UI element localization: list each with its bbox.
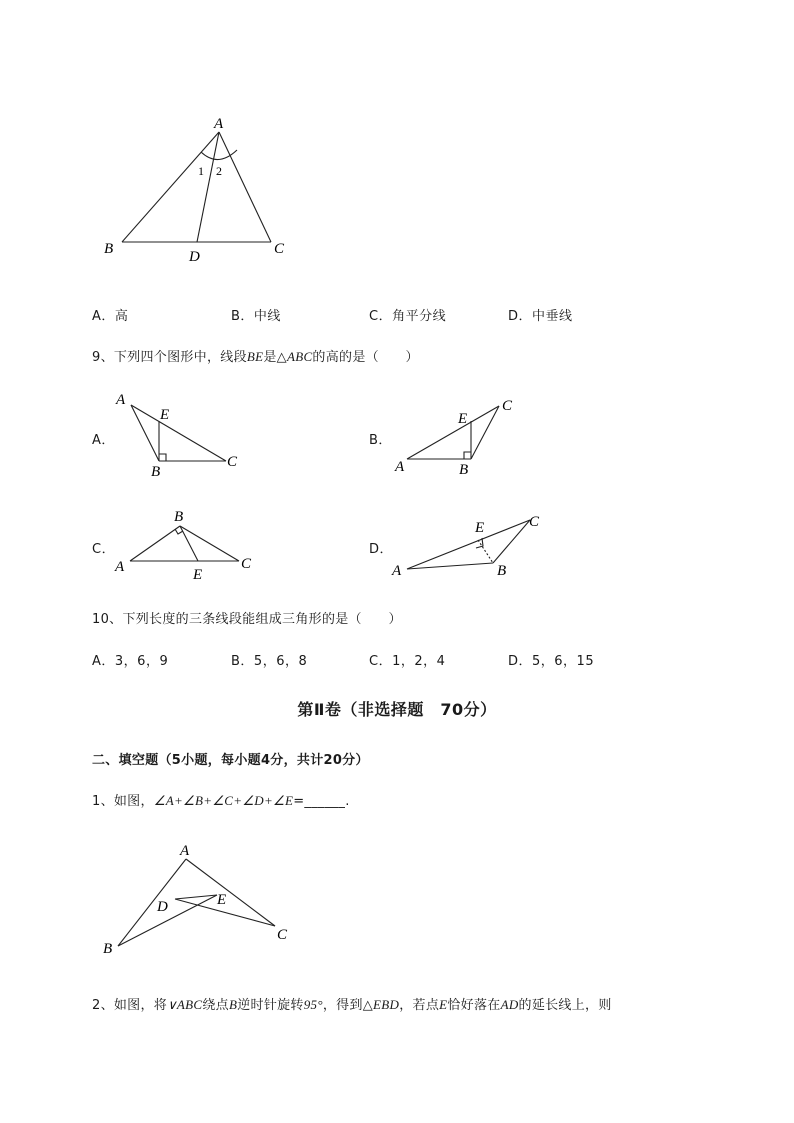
segment-ac	[219, 132, 271, 242]
figure-q9-b	[407, 406, 499, 459]
q9-c-label-c: C	[241, 556, 252, 572]
q9-a-label-c: C	[227, 454, 238, 470]
q9-d-label-e: E	[475, 520, 485, 536]
q9-b-label-c: C	[502, 398, 513, 414]
q9-option-a-letter: A．	[92, 433, 115, 448]
fq1-label-a: A	[180, 843, 190, 859]
q9-a-label-a: A	[116, 392, 126, 408]
q9-a-label-e: E	[160, 407, 170, 423]
q9-d-label-a: A	[392, 563, 402, 579]
q8-option-d: D．中垂线	[508, 309, 573, 324]
q9-c-label-e: E	[193, 567, 203, 583]
q8-option-c: C．角平分线	[369, 309, 447, 324]
q9-b-label-e: E	[458, 411, 468, 427]
label-a: A	[214, 116, 224, 132]
q8-option-b: B．中线	[231, 309, 281, 324]
q10-option-d: D．5，6，15	[508, 654, 595, 669]
fill-question-2: 2、如图，将∨ABC绕点B逆时针旋转95°，得到△EBD，若点E恰好落在AD的延长线上，则	[92, 997, 612, 1013]
part2-title: 第Ⅱ卷（非选择题 70分）	[297, 700, 497, 719]
label-angle-1: 1	[198, 164, 204, 178]
q9-option-d-letter: D．	[369, 542, 394, 557]
figure-q9-d	[407, 520, 530, 569]
q10-option-a: A．3，6，9	[92, 654, 169, 669]
q10-option-b: B．5，6，8	[231, 654, 308, 669]
segment-ad	[197, 132, 219, 242]
figure-q9-a	[131, 405, 226, 461]
q9-c-label-b: B	[174, 509, 184, 525]
q9-d-label-b: B	[497, 563, 507, 579]
fq1-label-d: D	[157, 899, 168, 915]
q9-b-label-a: A	[395, 459, 405, 475]
q10-option-c: C．1，2，4	[369, 654, 446, 669]
fq1-label-b: B	[103, 941, 113, 957]
q10-question: 10、下列长度的三条线段能组成三角形的是（ ）	[92, 612, 402, 627]
label-b: B	[104, 241, 114, 257]
label-angle-2: 2	[216, 164, 222, 178]
q9-option-c-letter: C．	[92, 542, 116, 557]
segment-ab	[122, 132, 219, 242]
q9-question: 9、下列四个图形中，线段BE是△ABC的高的是（ ）	[92, 349, 419, 365]
angle-arc	[201, 150, 237, 160]
q9-a-label-b: B	[151, 464, 161, 480]
label-d: D	[189, 249, 200, 265]
fill-question-1: 1、如图，∠A+∠B+∠C+∠D+∠E=______.	[92, 793, 350, 809]
figure-q9-c	[130, 526, 239, 561]
fq1-label-c: C	[277, 927, 288, 943]
q8-option-a: A．高	[92, 309, 129, 324]
section2-title: 二、填空题（5小题，每小题4分，共计20分）	[92, 753, 369, 768]
q9-d-label-c: C	[529, 514, 540, 530]
label-c: C	[274, 241, 285, 257]
q9-c-label-a: A	[115, 559, 125, 575]
fq1-label-e: E	[217, 892, 227, 908]
q9-b-label-b: B	[459, 462, 469, 478]
q9-option-b-letter: B．	[369, 433, 392, 448]
